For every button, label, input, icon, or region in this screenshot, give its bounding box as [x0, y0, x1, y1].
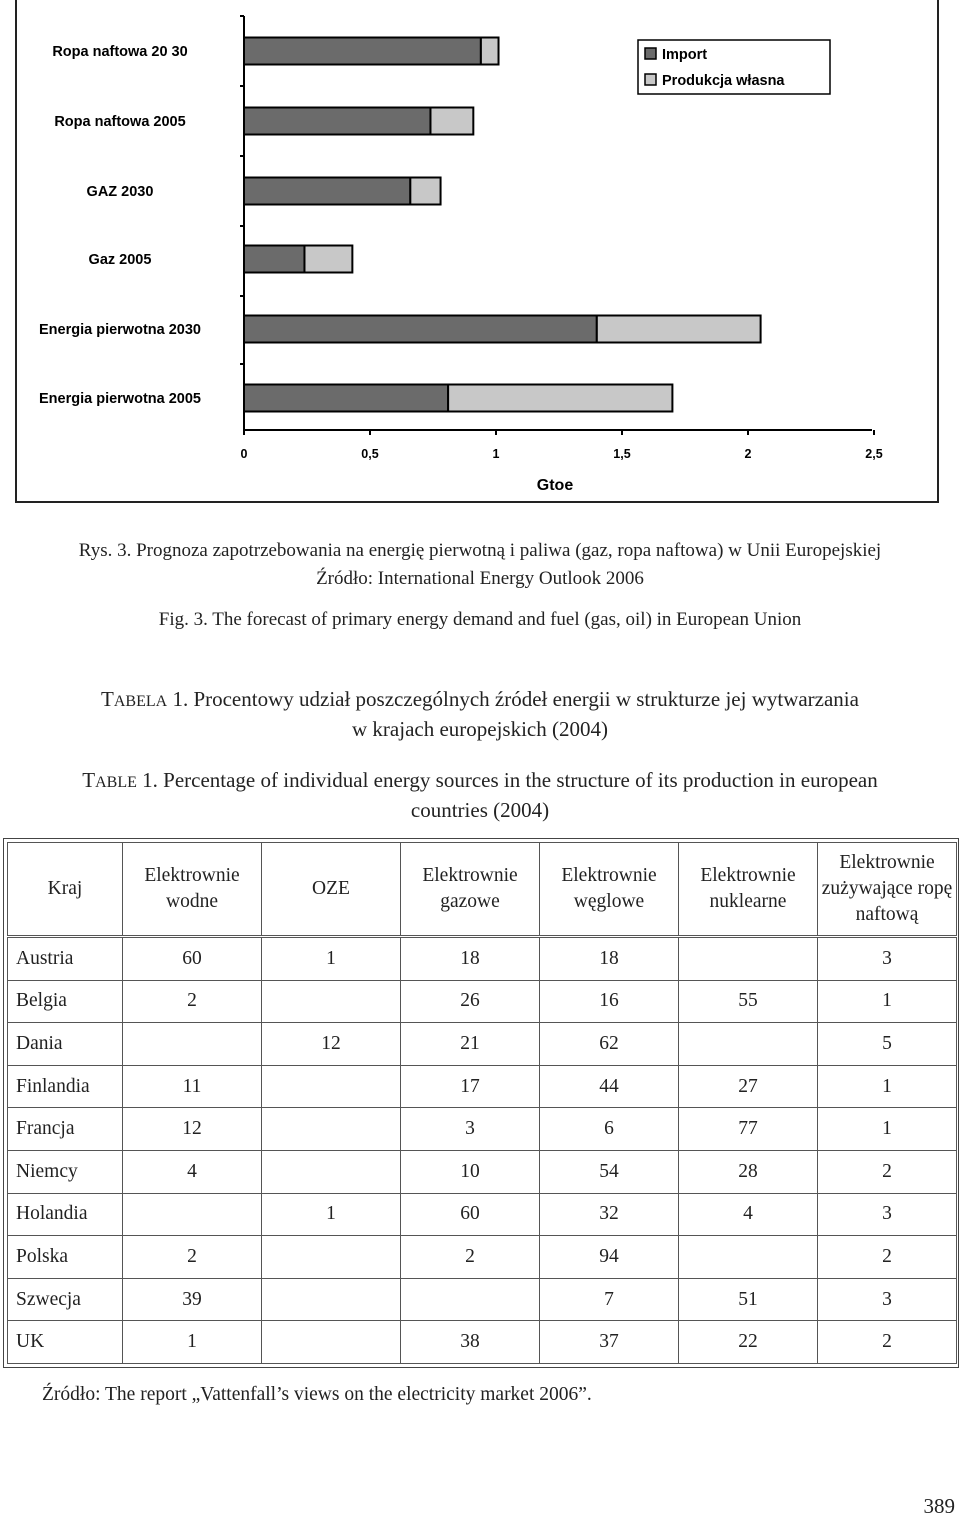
value-cell: 4	[123, 1151, 262, 1194]
category-label: Energia pierwotna 2005	[39, 391, 201, 407]
value-cell: 2	[123, 1236, 262, 1279]
bar-chart	[0, 0, 960, 505]
value-cell: 2	[818, 1151, 957, 1194]
value-cell: 2	[818, 1236, 957, 1279]
own-production-bar	[410, 178, 440, 205]
table-caption-pl: TABELA 1. Procentowy udział poszczególnych źródeł energii w strukturze jej wytwarzania	[101, 687, 859, 711]
value-cell: 3	[818, 1193, 957, 1236]
own-production-bar	[304, 246, 352, 273]
header-oze: OZE	[262, 843, 401, 937]
country-cell: Austria	[8, 937, 123, 981]
value-cell: 11	[123, 1065, 262, 1108]
category-label: Gaz 2005	[88, 252, 152, 268]
value-cell: 44	[540, 1065, 679, 1108]
import-bar	[244, 316, 597, 343]
table-row	[8, 937, 957, 981]
category-label: GAZ 2030	[86, 184, 154, 200]
value-cell: 1	[262, 1193, 401, 1236]
value-cell: 4	[679, 1193, 818, 1236]
table-row	[8, 1108, 957, 1151]
value-cell	[401, 1278, 540, 1321]
page-number: 389	[923, 1494, 955, 1518]
value-cell	[679, 1023, 818, 1066]
value-cell: 18	[540, 937, 679, 981]
country-cell: Niemcy	[8, 1151, 123, 1194]
value-cell	[123, 1193, 262, 1236]
table-row	[8, 1236, 957, 1279]
legend-label: Import	[662, 47, 708, 63]
value-cell: 60	[401, 1193, 540, 1236]
energy-table-frame	[3, 838, 959, 1368]
category-label: Energia pierwotna 2030	[39, 322, 201, 338]
value-cell: 3	[401, 1108, 540, 1151]
value-cell: 62	[540, 1023, 679, 1066]
legend-swatch	[645, 74, 656, 85]
value-cell	[262, 1108, 401, 1151]
table-row	[8, 1278, 957, 1321]
import-bar	[244, 385, 448, 412]
table-header-row	[8, 843, 957, 937]
figure-caption-pl: Rys. 3. Prognoza zapotrzebowania na energię pierwotną i paliwa (gaz, ropa naftowa) w Unii Europejskiej	[78, 540, 882, 561]
table-caption-en-line2: countries (2004)	[410, 798, 550, 822]
table-row	[8, 1151, 957, 1194]
category-label: Ropa naftowa 2005	[54, 114, 186, 130]
value-cell: 12	[262, 1023, 401, 1066]
table-caption-en: TABLE 1. Percentage of individual energy sources in the structure of its production in european	[82, 768, 878, 792]
value-cell: 3	[818, 937, 957, 981]
country-cell: Holandia	[8, 1193, 123, 1236]
country-cell: Francja	[8, 1108, 123, 1151]
value-cell: 18	[401, 937, 540, 981]
import-bar	[244, 178, 410, 205]
country-cell: UK	[8, 1321, 123, 1364]
value-cell: 2	[401, 1236, 540, 1279]
country-cell: Polska	[8, 1236, 123, 1279]
own-production-bar	[481, 38, 499, 65]
value-cell: 1	[818, 980, 957, 1023]
header-weglowe: Elektrownie węglowe	[540, 843, 679, 937]
import-bar	[244, 38, 481, 65]
country-cell: Belgia	[8, 980, 123, 1023]
value-cell: 1	[262, 937, 401, 981]
table-row	[8, 1321, 957, 1364]
value-cell: 3	[818, 1278, 957, 1321]
category-label: Ropa naftowa 20 30	[52, 44, 188, 60]
x-tick-label: 0,5	[361, 447, 379, 461]
legend-label: Produkcja własna	[662, 73, 785, 89]
own-production-bar	[430, 108, 473, 135]
value-cell	[262, 1065, 401, 1108]
value-cell: 2	[818, 1321, 957, 1364]
value-cell	[262, 1321, 401, 1364]
value-cell	[679, 1236, 818, 1279]
table-source: Źródło: The report „Vattenfall’s views on the electricity market 2006”.	[42, 1384, 592, 1405]
own-production-bar	[448, 385, 672, 412]
value-cell: 17	[401, 1065, 540, 1108]
value-cell: 12	[123, 1108, 262, 1151]
value-cell: 7	[540, 1278, 679, 1321]
x-tick-label: 0	[240, 447, 248, 461]
value-cell: 10	[401, 1151, 540, 1194]
value-cell: 77	[679, 1108, 818, 1151]
value-cell: 26	[401, 980, 540, 1023]
value-cell: 28	[679, 1151, 818, 1194]
x-tick-label: 1,5	[613, 447, 631, 461]
value-cell: 55	[679, 980, 818, 1023]
figure-source: Źródło: International Energy Outlook 2006	[316, 568, 644, 589]
value-cell: 5	[818, 1023, 957, 1066]
figure-caption-en: Fig. 3. The forecast of primary energy demand and fuel (gas, oil) in European Union	[158, 609, 802, 630]
table-row	[8, 1193, 957, 1236]
own-production-bar	[597, 316, 761, 343]
value-cell	[262, 1278, 401, 1321]
value-cell	[262, 980, 401, 1023]
x-axis-title: Gtoe	[536, 477, 574, 494]
energy-sources-table	[7, 842, 957, 1364]
value-cell: 1	[123, 1321, 262, 1364]
country-cell: Finlandia	[8, 1065, 123, 1108]
country-cell: Szwecja	[8, 1278, 123, 1321]
value-cell: 60	[123, 937, 262, 981]
value-cell	[123, 1023, 262, 1066]
x-tick-label: 2,5	[865, 447, 883, 461]
legend-swatch	[645, 48, 656, 59]
value-cell: 1	[818, 1065, 957, 1108]
header-gazowe: Elektrownie gazowe	[401, 843, 540, 937]
value-cell: 27	[679, 1065, 818, 1108]
value-cell: 6	[540, 1108, 679, 1151]
header-ropa: Elektrownie zużywające ropę naftową	[818, 843, 957, 937]
table-row	[8, 1023, 957, 1066]
value-cell: 16	[540, 980, 679, 1023]
value-cell: 21	[401, 1023, 540, 1066]
value-cell	[262, 1151, 401, 1194]
value-cell: 94	[540, 1236, 679, 1279]
header-wodne: Elektrownie wodne	[123, 843, 262, 937]
value-cell	[679, 937, 818, 981]
header-nuklearne: Elektrownie nuklearne	[679, 843, 818, 937]
value-cell: 39	[123, 1278, 262, 1321]
header-kraj: Kraj	[8, 843, 123, 937]
value-cell: 32	[540, 1193, 679, 1236]
value-cell: 54	[540, 1151, 679, 1194]
import-bar	[244, 108, 430, 135]
value-cell: 1	[818, 1108, 957, 1151]
table-caption-pl-line2: w krajach europejskich (2004)	[352, 717, 608, 741]
value-cell: 2	[123, 980, 262, 1023]
value-cell: 37	[540, 1321, 679, 1364]
value-cell: 38	[401, 1321, 540, 1364]
x-tick-label: 2	[744, 447, 752, 461]
import-bar	[244, 246, 304, 273]
value-cell: 22	[679, 1321, 818, 1364]
value-cell	[262, 1236, 401, 1279]
table-row	[8, 980, 957, 1023]
table-row	[8, 1065, 957, 1108]
x-tick-label: 1	[492, 447, 500, 461]
value-cell: 51	[679, 1278, 818, 1321]
country-cell: Dania	[8, 1023, 123, 1066]
